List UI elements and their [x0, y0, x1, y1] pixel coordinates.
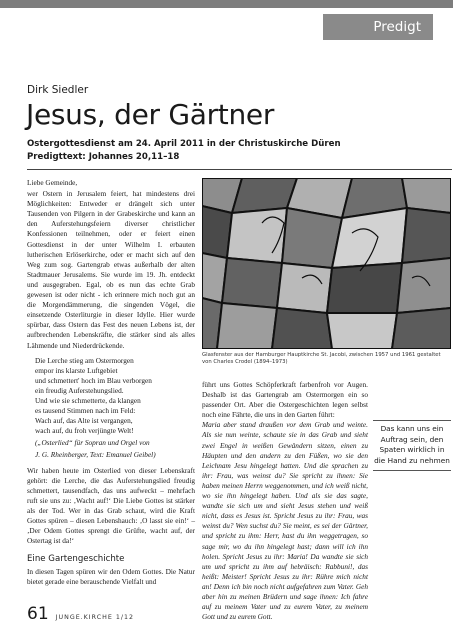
photo-caption: Glasfenster aus der Hamburger Hauptkirche St. Jacobi, zwischen 1957 und 1961 gestaltet von Charles Crodel (1894–1973): [202, 352, 441, 366]
middle-column: [202, 380, 368, 622]
scripture-passage: Maria aber stand draußen vor dem Grab und weinte. Als sie nun weinte, schaute sie in das Grab und sieht zwei Engel in weißen Gewändern sitzen, einen zu Häupten und den andern zu den Füßen, wo sie den Leichnam Jesu hingelegt hatten. Und die sprachen zu ihr: Frau, was weinst du? Sie spricht zu ihnen: Sie haben meinen Herrn weggenommen, und ich weiß nicht, wo sie ihn hingelegt haben. Und als sie das sagte, wandte sie sich um und sieht Jesus stehen und weiß nicht, dass es Jesus ist. Spricht Jesus zu ihr: Frau, was weinst du? Wen suchst du? Sie meint, es sei der Gärtner, und spricht zu ihm: Herr, hast du ihn weggetragen, so sage mir, wo du ihn hingelegt hast; dann will ich ihn holen. Spricht Jesus zu ihr: Maria! Da wandte sie sich um und spricht zu ihm auf hebräisch: Rabbuni!, das heißt: Meister! Spricht Jesus zu ihr: Rühre mich nicht an! Denn ich bin noch nicht aufgefahren zum Vater. Geh aber hin zu meinen Brüdern und sage ihnen: Ich fahre auf zu meinem Vater und zu eurem Vater, zu meinem Gott und zu eurem Gott.: [202, 420, 368, 622]
poem-line: und schmettert' hoch im Blau verborgen: [35, 375, 152, 385]
poem-line: Wach auf, das Alte ist vergangen,: [35, 416, 133, 426]
article-title: Jesus, der Gärtner: [26, 98, 275, 131]
header-bar: [0, 0, 453, 8]
page-footer: [27, 604, 134, 624]
subtitle-line-service: Ostergottesdienst am 24. April 2011 in der Christuskirche Düren: [27, 139, 341, 149]
salutation: Liebe Gemeinde,: [27, 178, 78, 187]
paragraph-garden-intro: führt uns Gottes Schöpferkraft farbenfroh vor Augen. Deshalb ist das Gartengrab am Ostermorgen ein so passender Ort. Aber die Ostergeschichten legen selbst noch eine Fährte, die uns in den Garten führt:: [202, 380, 368, 420]
poem-credit-line: („Osterlied“ für Sopran und Orgel von: [35, 438, 150, 448]
poem-line: es tausend Stimmen nach im Feld:: [35, 406, 136, 416]
left-column: [27, 178, 195, 588]
pull-quote: Das kann uns ein Auftrag sein, den Spaten wirklich in die Hand zu nehmen: [373, 420, 451, 471]
poem-line: wach auf, du froh verjüngte Welt!: [35, 426, 134, 436]
section-subheading: Eine Gartengeschichte: [27, 554, 125, 565]
header-divider: [27, 169, 452, 170]
right-column: [373, 380, 451, 630]
poem-credit-line: J. G. Rheinberger, Text: Emanuel Geibel): [35, 450, 156, 460]
poem-line: empor ins klarste Luftgebiet: [35, 365, 118, 375]
stained-glass-photo: [202, 178, 451, 349]
magazine-name: JUNGE.KIRCHE 1/12: [55, 614, 134, 621]
poem-line: Die Lerche stieg am Ostermorgen: [35, 355, 134, 365]
section-label: Predigt: [323, 14, 433, 40]
page-header: [0, 0, 453, 46]
poem-line: ein freudig Auferstehungslied.: [35, 385, 124, 395]
subtitle-line-text: Predigttext: Johannes 20,11–18: [27, 151, 180, 162]
stained-glass-image: [202, 178, 451, 349]
paragraph-lifeforce: Wir haben heute im Osterlied von dieser Lebenskraft gehört: die Lerche, die das Auferstehungslied freudig schmettert, tausendfach, das uns aufweckt – mehrfach ruft sie uns zu: ‚Wacht auf!‘ Die Liebe Gottes ist stärker als der Tod. Wer in das Grab schaut, wird die Kraft Gottes spüren – diesen Lebenshauch: ‚O lasst sie ein!‘ – ‚Der Odem Gottes sprengt die Grüfte, wacht auf, der Ostertag ist da!‘: [27, 465, 195, 546]
article-subtitle: [27, 138, 341, 163]
paragraph-garden: In diesen Tagen spüren wir den Odem Gottes. Die Natur bietet gerade eine berauschende Vielfalt und: [27, 567, 195, 587]
poem-line: Und wie sie schmetterte, da klangen: [35, 395, 141, 405]
poem-quote: [35, 356, 195, 461]
page-number: 61: [27, 604, 49, 624]
paragraph-intro: wer Ostern in Jerusalem feiert, hat mindestens drei Möglichkeiten: Entweder er drängelt sich unter Tausenden von Pilgern in der Grabeskirche und kann an den Auferstehungsfeiern diverser christlicher Konfessionen teilnehmen, oder er feiert einen Gottesdienst in der unter Wilhelm I. erbauten lutherischen Erlöserkirche, oder er macht sich auf den Weg zum sog. Gartengrab etwas außerhalb der alten Stadtmauer Jerusalems. Sie wurde im 19. Jh. entdeckt und ausgegraben. Egal, ob es nun das echte Grab gewesen ist oder nicht - ich erinnere mich noch gut an die Morgendämmerung, die singenden Vögel, die einsetzende Osterliturgie in dieser Idylle. Hier wurde spürbar, dass Ostern das Fest des neuen Lebens ist, der aufbrechenden Lebenskräfte, die stärker sind als alles Lähmende und Niederdrückende.: [27, 189, 195, 350]
author-name: Dirk Siedler: [27, 84, 89, 96]
